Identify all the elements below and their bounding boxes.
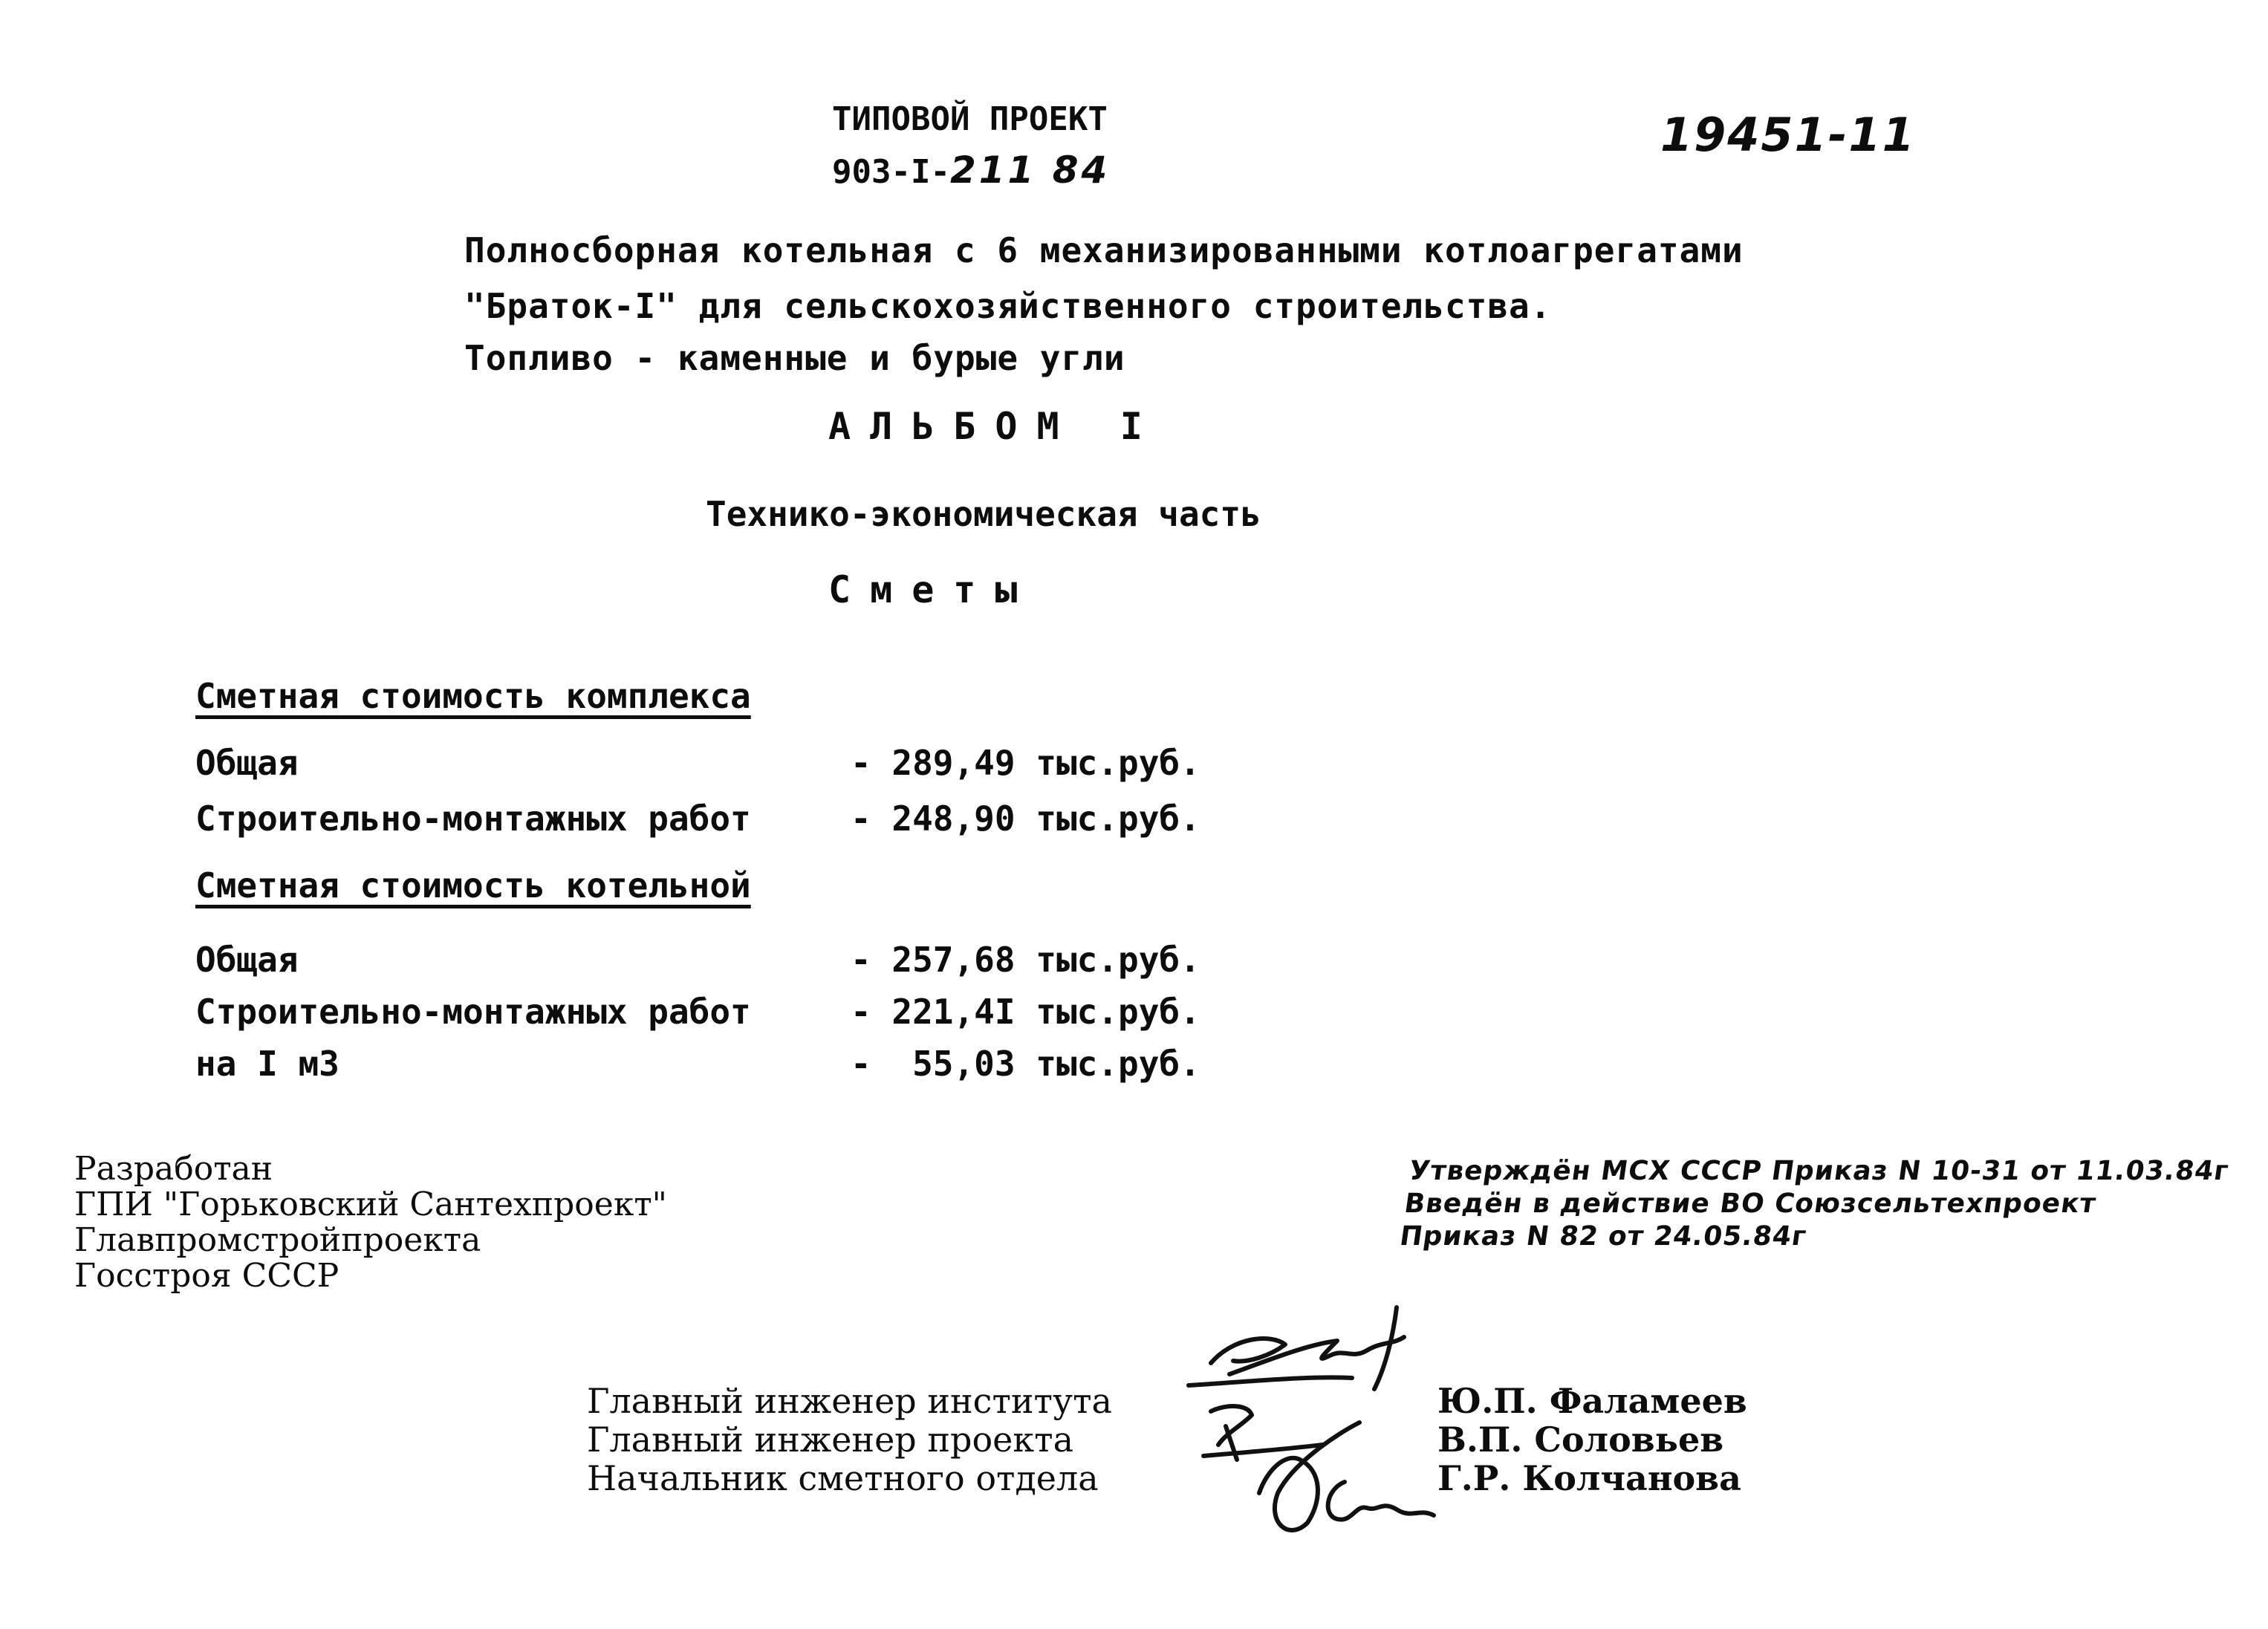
developer-line-3: Главпромстройпроекта — [74, 1221, 481, 1259]
project-number-prefix: 903-I- — [832, 153, 950, 191]
complex-total-label: Общая — [195, 743, 299, 783]
boiler-cost-heading: Сметная стоимость котельной — [195, 865, 751, 905]
boiler-per-m3-value: - 55,03 тыс.руб. — [851, 1044, 1200, 1084]
signatory-role-2: Главный инженер проекта — [587, 1420, 1074, 1460]
developer-line-1: Разработан — [74, 1150, 273, 1188]
boiler-construction-value: - 221,4I тыс.руб. — [851, 992, 1200, 1032]
signatory-names — [1437, 1382, 1747, 1498]
developer-line-4: Госстроя СССР — [74, 1257, 339, 1295]
signatory-name-3: Г.Р. Колчанова — [1437, 1458, 1741, 1498]
document-type-title: ТИПОВОЙ ПРОЕКТ — [832, 100, 1108, 138]
complex-construction-value: - 248,90 тыс.руб. — [851, 799, 1200, 839]
album-title: АЛЬБОМ I — [828, 405, 1162, 448]
archive-code: 19451-11 — [1660, 108, 1916, 162]
project-number — [832, 149, 1110, 192]
approval-line-1: Утверждён МСХ СССР Приказ N 10-31 от 11.03.84г — [1407, 1156, 2232, 1186]
description-line-2: "Браток-I" для сельскохозяйственного строительства. — [464, 286, 1552, 326]
signatory-role-1: Главный инженер института — [587, 1381, 1112, 1421]
estimates-heading: Сметы — [828, 568, 1037, 611]
approval-line-3: Приказ N 82 от 24.05.84г — [1397, 1221, 1809, 1252]
signatory-role-3: Начальник сметного отдела — [587, 1458, 1099, 1498]
signatory-name-2: В.П. Соловьев — [1437, 1420, 1724, 1460]
signatory-name-1: Ю.П. Фаламеев — [1437, 1381, 1747, 1421]
signatory-roles — [587, 1382, 1112, 1498]
developer-line-2: ГПИ "Горьковский Сантехпроект" — [74, 1186, 667, 1223]
signature-estimates-head — [1259, 1422, 1434, 1530]
description-line-1: Полносборная котельная с 6 механизированными котлоагрегатами — [464, 230, 1744, 270]
part-title: Технико-экономическая часть — [706, 494, 1261, 534]
boiler-total-value: - 257,68 тыс.руб. — [851, 940, 1200, 980]
complex-total-value: - 289,49 тыс.руб. — [851, 743, 1200, 783]
boiler-total-label: Общая — [195, 940, 299, 980]
boiler-per-m3-label: на I м3 — [195, 1044, 339, 1084]
description-line-3: Топливо - каменные и бурые угли — [464, 338, 1125, 378]
signature-chief-engineer-project — [1203, 1406, 1322, 1460]
approval-line-2: Введён в действие ВО Союзсельтехпроект — [1402, 1189, 2099, 1219]
boiler-construction-label: Строительно-монтажных работ — [195, 992, 751, 1032]
complex-construction-label: Строительно-монтажных работ — [195, 799, 751, 839]
complex-cost-heading: Сметная стоимость комплекса — [195, 676, 751, 716]
handwritten-signatures — [1099, 1293, 1456, 1560]
signature-chief-engineer-institute — [1189, 1307, 1404, 1389]
project-number-handwritten: 211 84 — [949, 149, 1111, 192]
approval-note — [1397, 1155, 2231, 1253]
developer-block — [74, 1151, 667, 1294]
